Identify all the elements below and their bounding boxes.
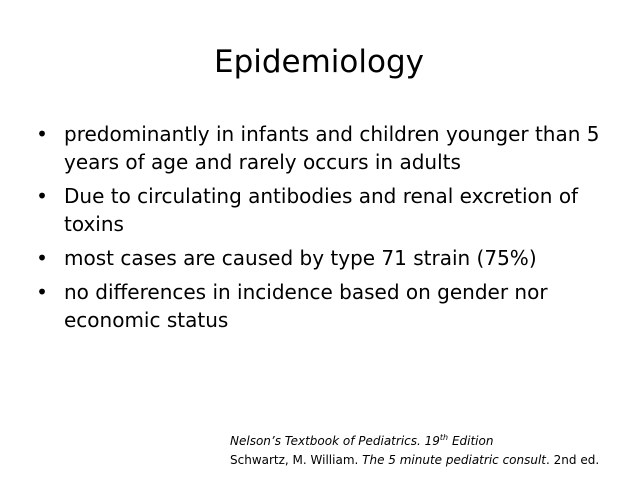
bullet-list: [32, 120, 622, 340]
bullet-text: no differences in incidence based on gender nor economic status: [64, 280, 548, 332]
reference-schwartz: [230, 451, 599, 470]
bullet-item: [32, 244, 622, 272]
bullet-marker-icon: •: [36, 122, 48, 146]
references: [230, 432, 599, 470]
reference-schwartz-title: The 5 minute pediatric consult: [362, 453, 547, 467]
bullet-marker-icon: •: [36, 280, 48, 304]
bullet-item: [32, 278, 622, 334]
bullet-text: predominantly in infants and children younger than 5 years of age and rarely occurs in adults: [64, 122, 600, 174]
bullet-marker-icon: •: [36, 184, 48, 208]
bullet-item: [32, 120, 622, 176]
bullet-text: Due to circulating antibodies and renal excretion of toxins: [64, 184, 579, 236]
bullet-item: [32, 182, 622, 238]
reference-schwartz-edition: . 2nd ed.: [546, 453, 600, 467]
bullet-marker-icon: •: [36, 246, 48, 270]
reference-nelson-edition: Edition: [448, 434, 494, 448]
reference-nelson-superscript: th: [439, 433, 449, 442]
bullet-text: most cases are caused by type 71 strain (75%): [64, 246, 537, 270]
reference-nelson-title: Nelson’s Textbook of Pediatrics. 19: [230, 434, 440, 448]
reference-nelson: [230, 432, 599, 451]
reference-schwartz-author: Schwartz, M. William.: [230, 453, 363, 467]
slide-title: Epidemiology: [213, 44, 424, 80]
